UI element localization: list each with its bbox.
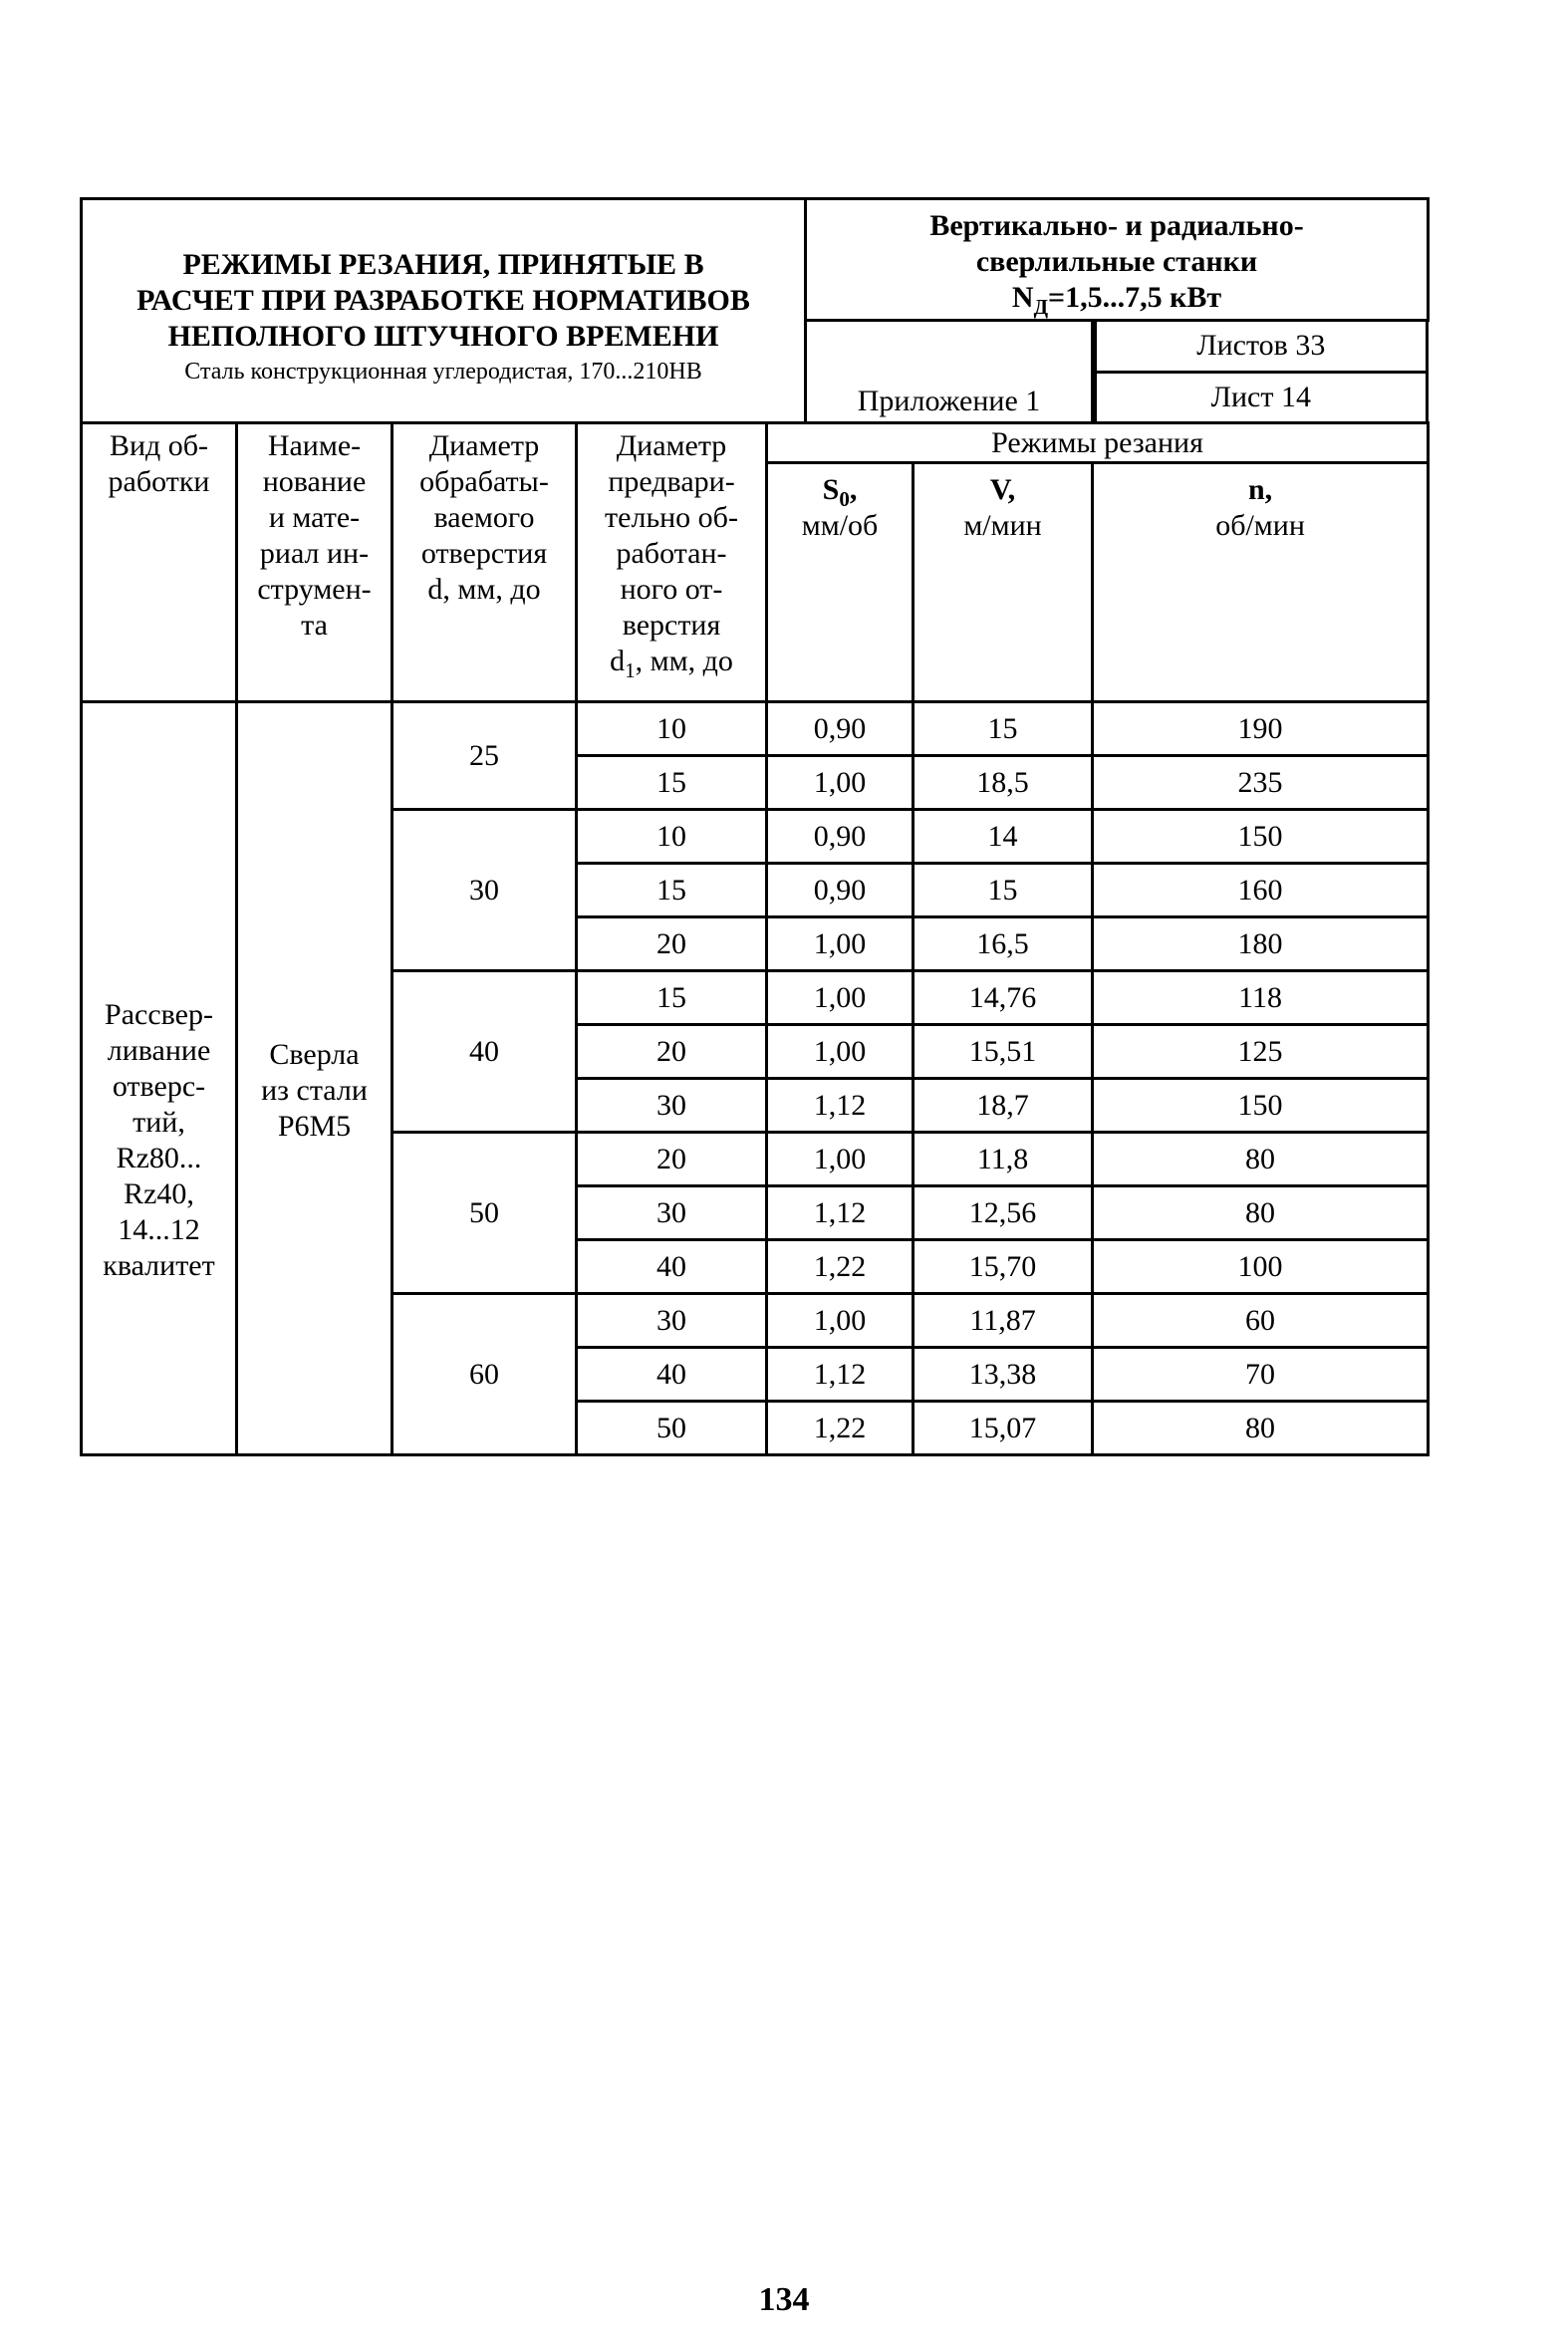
machine-type-cell: [806, 199, 1429, 321]
header-line: тельно об-: [605, 501, 738, 534]
feed-suffix: ,: [849, 473, 858, 506]
header-line: Диаметр: [616, 429, 727, 462]
diameter-cell: 50: [392, 1133, 577, 1294]
header-line: V,: [989, 473, 1016, 506]
header-line: обрабаты-: [419, 465, 549, 498]
rpm-cell: 180: [1093, 917, 1429, 971]
col-header-tool: [237, 423, 392, 702]
speed-cell: 15: [914, 702, 1093, 756]
pre-diameter-cell: 10: [577, 702, 767, 756]
operation-line: отверс-: [112, 1070, 206, 1103]
rpm-cell: 150: [1093, 810, 1429, 864]
machine-line-1: Вертикально- и радиально-: [929, 208, 1304, 242]
diameter-cell: 25: [392, 702, 577, 810]
col-header-operation: [82, 423, 237, 702]
table-title: [82, 199, 806, 423]
diameter-cell: 30: [392, 810, 577, 971]
header-line: та: [301, 609, 328, 642]
pre-diameter-cell: 40: [577, 1240, 767, 1294]
feed-cell: 1,12: [767, 1348, 914, 1402]
operation-line: Rz40,: [124, 1177, 194, 1210]
header-line: [768, 472, 912, 511]
pre-diameter-cell: 40: [577, 1348, 767, 1402]
operation-cell: [82, 702, 237, 1455]
rpm-cell: 80: [1093, 1186, 1429, 1240]
appendix-label: Приложение 1: [857, 385, 1041, 417]
header-line: струмен-: [257, 573, 372, 606]
rpm-cell: 235: [1093, 756, 1429, 810]
pre-diameter-cell: 20: [577, 1133, 767, 1186]
pre-diameter-cell: 10: [577, 810, 767, 864]
tool-line: из стали: [261, 1074, 368, 1107]
rpm-cell: 70: [1093, 1348, 1429, 1402]
feed-cell: 1,00: [767, 917, 914, 971]
page-number: 134: [758, 2281, 810, 2318]
header-line: ного от-: [620, 573, 723, 606]
power-value: =1,5...7,5 кВт: [1048, 280, 1222, 314]
header-line: м/мин: [963, 509, 1042, 542]
title-line: НЕПОЛНОГО ШТУЧНОГО ВРЕМЕНИ: [167, 320, 719, 353]
header-line: n,: [1247, 473, 1273, 506]
title-line: РЕЖИМЫ РЕЗАНИЯ, ПРИНЯТЫЕ В: [182, 248, 704, 281]
pre-diameter-cell: 15: [577, 864, 767, 917]
header-line: верстия: [622, 609, 721, 642]
feed-cell: 0,90: [767, 864, 914, 917]
header-line: d, мм, до: [427, 573, 541, 606]
operation-line: 14...12: [118, 1213, 200, 1246]
speed-cell: 14,76: [914, 971, 1093, 1025]
header-line: и мате-: [268, 501, 361, 534]
title-line: РАСЧЕТ ПРИ РАЗРАБОТКЕ НОРМАТИВОВ: [136, 284, 750, 317]
table-row: [82, 702, 1429, 756]
appendix-cell: [806, 321, 1093, 423]
table-subtitle: Сталь конструкционная углеродистая, 170...210НВ: [184, 359, 702, 385]
tool-line: Р6М5: [277, 1110, 352, 1143]
cutting-modes-table: [80, 197, 1430, 1456]
rpm-cell: 150: [1093, 1079, 1429, 1133]
rpm-cell: 125: [1093, 1025, 1429, 1079]
operation-line: квалитет: [103, 1249, 215, 1282]
header-line: об/мин: [1215, 509, 1305, 542]
diameter-cell: 40: [392, 971, 577, 1133]
speed-cell: 15,70: [914, 1240, 1093, 1294]
speed-cell: 13,38: [914, 1348, 1093, 1402]
sheets-total: Листов 33: [1096, 322, 1428, 372]
col-header-diameter: [392, 423, 577, 702]
header-line: Вид об-: [109, 429, 209, 462]
diameter-cell: 60: [392, 1294, 577, 1455]
speed-cell: 15,07: [914, 1402, 1093, 1455]
header-line: [578, 644, 765, 682]
col-header-modes: Режимы резания: [767, 423, 1429, 463]
sheet-info-cell: [1093, 321, 1429, 423]
speed-cell: 16,5: [914, 917, 1093, 971]
power-prefix: N: [1011, 280, 1034, 314]
speed-cell: 14: [914, 810, 1093, 864]
operation-line: тий,: [132, 1106, 185, 1139]
sheet-info-table: [1094, 322, 1429, 421]
machine-line-2: сверлильные станки: [975, 244, 1258, 278]
header-line: Диаметр: [428, 429, 540, 462]
feed-cell: 1,00: [767, 1294, 914, 1348]
pre-diameter-cell: 15: [577, 756, 767, 810]
speed-cell: 11,8: [914, 1133, 1093, 1186]
header-line: нование: [262, 465, 367, 498]
speed-cell: 11,87: [914, 1294, 1093, 1348]
pre-diameter-cell: 30: [577, 1294, 767, 1348]
rpm-cell: 60: [1093, 1294, 1429, 1348]
header-line: риал ин-: [259, 537, 370, 570]
feed-cell: 1,22: [767, 1240, 914, 1294]
pre-diameter-cell: 20: [577, 917, 767, 971]
operation-line: Rz80...: [116, 1142, 202, 1174]
sheet-number: Лист 14: [1096, 372, 1428, 421]
tool-cell: [237, 702, 392, 1455]
pre-diameter-cell: 30: [577, 1186, 767, 1240]
rpm-cell: 160: [1093, 864, 1429, 917]
d1-suffix: , мм, до: [635, 645, 733, 677]
tool-line: Сверла: [269, 1038, 360, 1071]
feed-cell: 1,00: [767, 1025, 914, 1079]
rpm-cell: 190: [1093, 702, 1429, 756]
speed-cell: 15: [914, 864, 1093, 917]
speed-cell: 12,56: [914, 1186, 1093, 1240]
col-header-rpm: [1093, 463, 1429, 702]
feed-cell: 0,90: [767, 702, 914, 756]
pre-diameter-cell: 30: [577, 1079, 767, 1133]
power-sub: Д: [1033, 294, 1049, 319]
d1-prefix: d: [610, 645, 626, 677]
feed-cell: 1,12: [767, 1186, 914, 1240]
col-header-pre-diameter: [577, 423, 767, 702]
rpm-cell: 118: [1093, 971, 1429, 1025]
feed-cell: 1,12: [767, 1079, 914, 1133]
speed-cell: 15,51: [914, 1025, 1093, 1079]
header-line: предвари-: [608, 465, 735, 498]
feed-cell: 1,00: [767, 1133, 914, 1186]
header-line: отверстия: [420, 537, 548, 570]
feed-cell: 0,90: [767, 810, 914, 864]
header-line: работки: [108, 465, 210, 498]
feed-cell: 1,00: [767, 756, 914, 810]
speed-cell: 18,5: [914, 756, 1093, 810]
col-header-feed: [767, 463, 914, 702]
feed-cell: 1,00: [767, 971, 914, 1025]
power-line: [807, 280, 1427, 319]
d1-sub: 1: [625, 658, 636, 682]
pre-diameter-cell: 50: [577, 1402, 767, 1455]
rpm-cell: 80: [1093, 1402, 1429, 1455]
pre-diameter-cell: 20: [577, 1025, 767, 1079]
operation-line: ливание: [107, 1034, 211, 1067]
feed-cell: 1,22: [767, 1402, 914, 1455]
feed-sub: 0: [839, 487, 850, 511]
rpm-cell: 100: [1093, 1240, 1429, 1294]
pre-diameter-cell: 15: [577, 971, 767, 1025]
feed-prefix: S: [822, 473, 840, 506]
header-line: Наиме-: [267, 429, 362, 462]
header-line: ваемого: [433, 501, 535, 534]
col-header-speed: [914, 463, 1093, 702]
header-line: работан-: [616, 537, 727, 570]
rpm-cell: 80: [1093, 1133, 1429, 1186]
header-line: мм/об: [801, 509, 879, 542]
operation-line: Рассвер-: [105, 998, 213, 1031]
speed-cell: 18,7: [914, 1079, 1093, 1133]
